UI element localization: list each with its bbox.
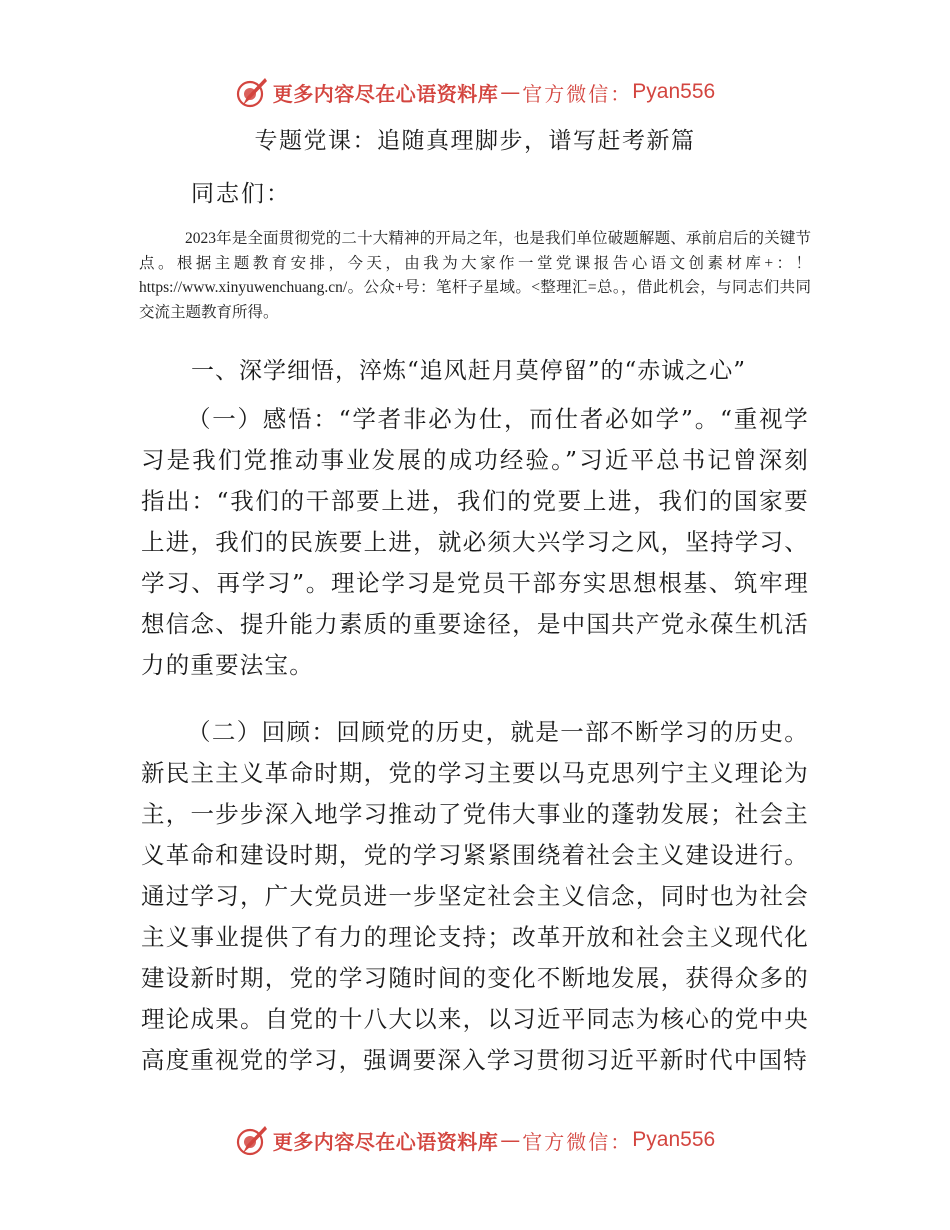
body-paragraph-2: （二）回顾：回顾党的历史，就是一部不断学习的历史。新民主主义革命时期，党的学习主要以马克思列宁主义理论为主，一步步深入地学习推动了党伟大事业的蓬勃发展；社会主义革命和建设时期，党的学习紧紧围绕着社会主义建设进行。通过学习，广大党员进一步坚定社会主义信念，同时也为社会主义事业提供了有力的理论支持；改革开放和社会主义现代化建设新时期，党的学习随时间的变化不断地发展，获得众多的理论成果。自党的十八大以来，以习近平同志为核心的党中央高度重视党的学习，强调要深入学习贯彻习近平新时代中国特 — [141, 718, 809, 1074]
banner-text: 更多内容尽在心语资料库 — [272, 1129, 499, 1154]
document-title: 专题党课：追随真理脚步，谱写赶考新篇 — [254, 128, 696, 154]
salutation: 同志们： — [191, 181, 291, 207]
quill-logo-icon — [235, 75, 269, 109]
banner-text: 更多内容尽在心语资料库 — [272, 81, 499, 106]
banner-separator: — — [500, 80, 521, 104]
banner-wechat-label: 官方微信： — [522, 81, 633, 106]
banner-wechat-id: Pyan556 — [632, 80, 716, 103]
banner-wechat-label: 官方微信： — [522, 1129, 633, 1154]
header-watermark-banner — [0, 72, 950, 112]
banner-separator: — — [500, 1128, 521, 1152]
banner-wechat-id: Pyan556 — [632, 1128, 716, 1151]
quill-logo-icon — [235, 1123, 269, 1157]
section-heading-1: 一、深学细悟，淬炼“追风赶月莫停留”的“赤诚之心” — [191, 358, 747, 384]
body-paragraph-1: （一）感悟：“学者非必为仕，而仕者必如学”。“重视学习是我们党推动事业发展的成功经验。”习近平总书记曾深刻指出：“我们的干部要上进，我们的党要上进，我们的国家要上进，我们的民族要上进，就必须大兴学习之风，坚持学习、学习、再学习”。理论学习是党员干部夯实思想根基、筑牢理想信念、提升能力素质的重要途径，是中国共产党永葆生机活力的重要法宝。 — [141, 405, 809, 679]
footer-watermark-banner — [0, 1120, 950, 1160]
intro-paragraph: 2023年是全面贯彻党的二十大精神的开局之年，也是我们单位破题解题、承前启后的关键节点。根据主题教育安排，今天，由我为大家作一堂党课报告心语文创素材库+：！https://www.xinyuwenchuang.cn/。公众+号：笔杆子星域。<整理汇=总。，借此机会，与同志们共同交流主题教育所得。 — [139, 230, 811, 321]
